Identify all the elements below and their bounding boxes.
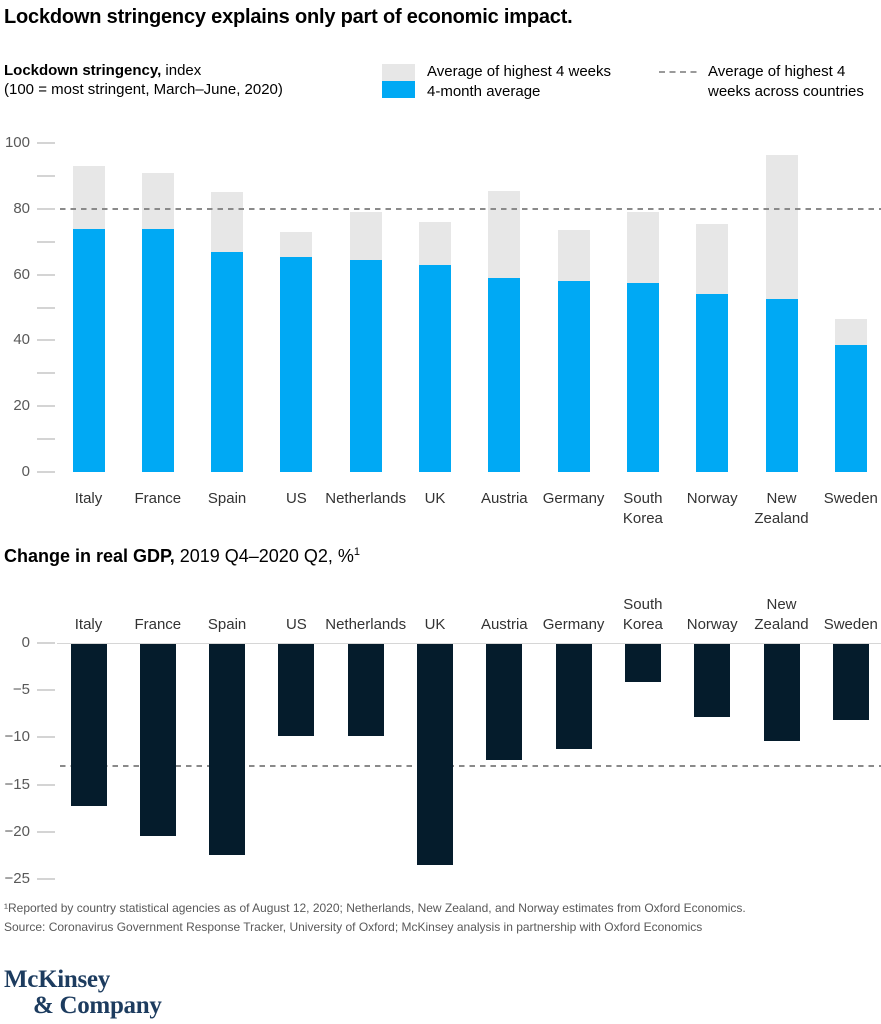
country-label-line: Italy [74,490,103,507]
y-axis-tick [37,142,55,144]
y-axis-tick [37,689,55,691]
country-label-line: Sweden [823,490,878,507]
y-axis-tick [37,438,55,440]
stringency-bar-netherlands [350,260,382,472]
country-label-line: US [285,490,307,507]
stringency-subtitle-rest: index [161,62,202,79]
country-label-line: UK [424,616,446,633]
country-label-line: South [623,490,663,507]
stringency-bar-top-netherlands [350,212,382,260]
country-label-line: Sweden [823,616,878,633]
stringency-bar-top-italy [73,166,105,229]
stringency-bar-top-south-korea [627,212,659,283]
country-label [806,584,881,635]
y-axis-label: 40 [13,331,30,349]
stringency-bar-france [142,229,174,472]
gdp-bar-italy [71,644,107,806]
stringency-bar-top-new-zealand [766,155,798,300]
y-axis-label: −10 [4,728,30,746]
country-label-line: UK [424,490,446,507]
gdp-bar-south-korea [625,644,661,682]
y-axis-label: 80 [13,199,30,217]
dashed-legend-label-line2: weeks across countries [708,83,864,100]
footnotes [4,899,746,937]
country-label-line: Norway [686,616,738,633]
gdp-bar-spain [209,644,245,855]
country-label-line: Norway [686,490,738,507]
country-label-line: Austria [480,490,528,507]
stringency-bar-austria [488,278,520,472]
y-axis-tick [37,784,55,786]
dashed-legend-label-line1: Average of highest 4 [708,63,846,80]
gdp-zero-line [57,643,881,644]
y-axis-label: −15 [4,775,30,793]
y-axis-tick [37,736,55,738]
y-axis-tick [37,175,55,177]
gdp-bar-france [140,644,176,836]
legend-label-highest-4-weeks: Average of highest 4 weeks [427,63,612,80]
logo-line-1: McKinsey [4,966,110,993]
country-label-line: Spain [207,616,247,633]
y-axis-label: −25 [4,870,30,887]
stringency-bar-italy [73,229,105,472]
footnote-1: ¹Reported by country statistical agencies as of August 12, 2020; Netherlands, New Zealand, and Norway estimates from Oxford Economics. [4,901,746,915]
y-axis-tick [37,241,55,243]
stringency-bar-uk [419,265,451,472]
stringency-bar-us [280,257,312,472]
y-axis-label: −5 [12,681,30,699]
gdp-title-rest: 2019 Q4–2020 Q2, % [174,546,354,566]
stringency-subtitle-line2: (100 = most stringent, March–June, 2020) [4,81,283,98]
country-label-line: Korea [622,616,663,633]
y-axis-tick [37,405,55,407]
y-axis-tick [37,878,55,880]
logo-line-2: & Company [33,992,162,1019]
country-label-line: Netherlands [325,490,407,507]
y-axis-tick [37,372,55,374]
country-label-line: Germany [542,490,605,507]
y-axis-tick [37,307,55,309]
legend-label-4-month-average: 4-month average [427,83,541,100]
y-axis-tick [37,471,55,473]
stringency-bar-south-korea [627,283,659,472]
country-label [806,489,881,509]
stringency-reference-line [60,208,881,210]
y-axis-tick [37,274,55,276]
gdp-bar-us [278,644,314,736]
stringency-bar-spain [211,252,243,472]
gdp-bar-new-zealand [764,644,800,741]
footnote-source: Source: Coronavirus Government Response Tracker, University of Oxford; McKinsey analysis in partnership with Oxford Economics [4,920,703,934]
y-axis-tick [37,208,55,210]
stringency-subtitle-bold: Lockdown stringency, [4,62,162,79]
country-label-line: South [623,596,663,613]
y-axis-label: 100 [4,134,30,151]
gdp-title-superscript: 1 [353,546,360,558]
stringency-bar-top-spain [211,192,243,251]
stringency-bar-top-norway [696,224,728,295]
country-label-line: Netherlands [325,616,407,633]
gdp-title-bold: Change in real GDP, [4,546,175,566]
stringency-bar-germany [558,281,590,472]
country-label-line: Spain [207,490,247,507]
y-axis-tick [37,339,55,341]
stringency-bar-top-france [142,173,174,229]
y-axis-label: 0 [21,634,30,651]
stringency-bar-top-sweden [835,319,867,345]
gdp-bar-netherlands [348,644,384,736]
stringency-bar-top-us [280,232,312,257]
y-axis-tick [37,642,55,644]
gdp-bar-uk [417,644,453,865]
gdp-reference-line [60,765,881,767]
gdp-bar-norway [694,644,730,717]
stringency-bar-top-austria [488,191,520,278]
gdp-bar-austria [486,644,522,760]
country-label-line: France [134,490,182,507]
y-axis-label: 0 [21,463,30,480]
y-axis-tick [37,831,55,833]
stringency-bar-top-uk [419,222,451,265]
gdp-bar-sweden [833,644,869,720]
stringency-bar-norway [696,294,728,472]
country-label-line: Zealand [754,616,809,633]
y-axis-label: 20 [13,397,30,415]
stringency-bar-new-zealand [766,299,798,472]
country-label-line: Italy [74,616,103,633]
page-title: Lockdown stringency explains only part of economic impact. [4,6,573,28]
country-label-line: Austria [480,616,528,633]
country-label-line: France [134,616,182,633]
stringency-bar-sweden [835,345,867,472]
mckinsey-logo [4,967,162,1019]
gdp-bar-germany [556,644,592,749]
country-label-line: US [285,616,307,633]
country-label-line: Korea [622,510,663,527]
country-label-line: Zealand [754,510,809,527]
y-axis-label: 60 [13,265,30,283]
y-axis-label: −20 [4,822,30,840]
country-label-line: Germany [542,616,605,633]
stringency-bar-top-germany [558,230,590,281]
country-label-line: New [766,490,797,507]
country-label-line: New [766,596,797,613]
